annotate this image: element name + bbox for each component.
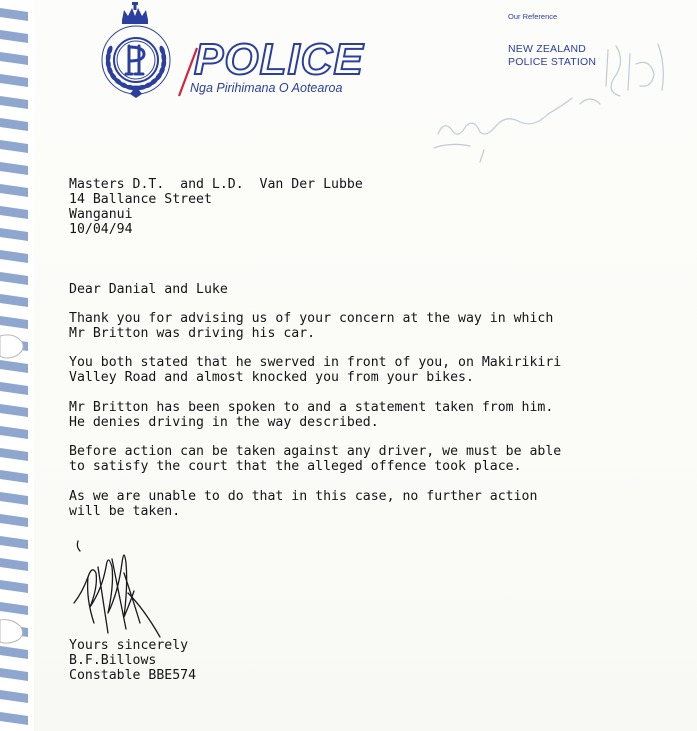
punch-hole <box>0 618 28 646</box>
body-paragraph-2-line-1: You both stated that he swerved in front of you, on Makirikiri <box>69 355 562 370</box>
feed-stripe <box>0 96 28 109</box>
feed-stripe <box>0 602 28 615</box>
valediction: Yours sincerely <box>69 638 189 653</box>
feed-stripe <box>0 250 28 263</box>
body-paragraph-3-line-1: Mr Britton has been spoken to and a statement taken from him. <box>69 400 554 415</box>
feed-stripe <box>0 74 28 87</box>
logo-subtitle: Nga Pirihimana O Aotearoa <box>190 81 343 95</box>
handwritten-annotation <box>430 34 680 164</box>
feed-stripe <box>0 30 28 43</box>
station-line-2: POLICE STATION <box>508 56 597 68</box>
feed-stripe <box>0 162 28 175</box>
body-paragraph-2-line-2: Valley Road and almost knocked you from your bikes. <box>69 370 474 385</box>
body-paragraph-3-line-2: He denies driving in the way described. <box>69 415 379 430</box>
station-line-1: NEW ZEALAND <box>508 43 587 55</box>
feed-stripe <box>0 580 28 593</box>
recipient-name: Masters D.T. and L.D. Van Der Lubbe <box>69 177 363 192</box>
body-paragraph-5-line-1: As we are unable to do that in this case, no further action <box>69 489 538 504</box>
feed-stripe <box>0 294 28 307</box>
letter-date: 10/04/94 <box>69 222 133 237</box>
feed-stripe <box>0 668 28 681</box>
feed-stripe <box>0 140 28 153</box>
feed-stripe <box>0 712 28 725</box>
feed-stripe <box>0 8 28 21</box>
police-logo-text: POLICE <box>194 35 364 84</box>
body-paragraph-5-line-2: will be taken. <box>69 504 181 519</box>
handwritten-signature <box>68 533 178 653</box>
feed-stripe <box>0 360 28 373</box>
feed-stripe <box>0 492 28 505</box>
feed-stripe <box>0 448 28 461</box>
feed-stripe <box>0 272 28 285</box>
feed-stripe <box>0 382 28 395</box>
feed-stripe <box>0 646 28 659</box>
feed-stripe <box>0 536 28 549</box>
body-paragraph-1-line-2: Mr Britton was driving his car. <box>69 326 316 341</box>
punch-hole <box>0 332 28 360</box>
feed-stripe <box>0 52 28 65</box>
reference-label: Our Reference <box>508 12 558 21</box>
salutation: Dear Danial and Luke <box>69 282 228 297</box>
body-paragraph-4-line-2: to satisfy the court that the alleged offence took place. <box>69 459 522 474</box>
recipient-city: Wanganui <box>69 207 133 222</box>
feed-stripe <box>0 184 28 197</box>
body-paragraph-1-line-1: Thank you for advising us of your concern at the way in which <box>69 311 554 326</box>
feed-stripe <box>0 470 28 483</box>
feed-stripe <box>0 426 28 439</box>
feed-stripe <box>0 228 28 241</box>
feed-stripe <box>0 404 28 417</box>
police-crest-icon <box>98 2 174 98</box>
feed-stripe <box>0 206 28 219</box>
feed-stripe <box>0 316 28 329</box>
signatory-title: Constable BBE574 <box>69 668 197 683</box>
feed-stripe <box>0 514 28 527</box>
feed-stripe <box>0 690 28 703</box>
feed-stripe <box>0 558 28 571</box>
signatory-name: B.F.Billows <box>69 653 157 668</box>
recipient-street: 14 Ballance Street <box>69 192 212 207</box>
body-paragraph-4-line-1: Before action can be taken against any driver, we must be able <box>69 444 562 459</box>
feed-stripe <box>0 118 28 131</box>
